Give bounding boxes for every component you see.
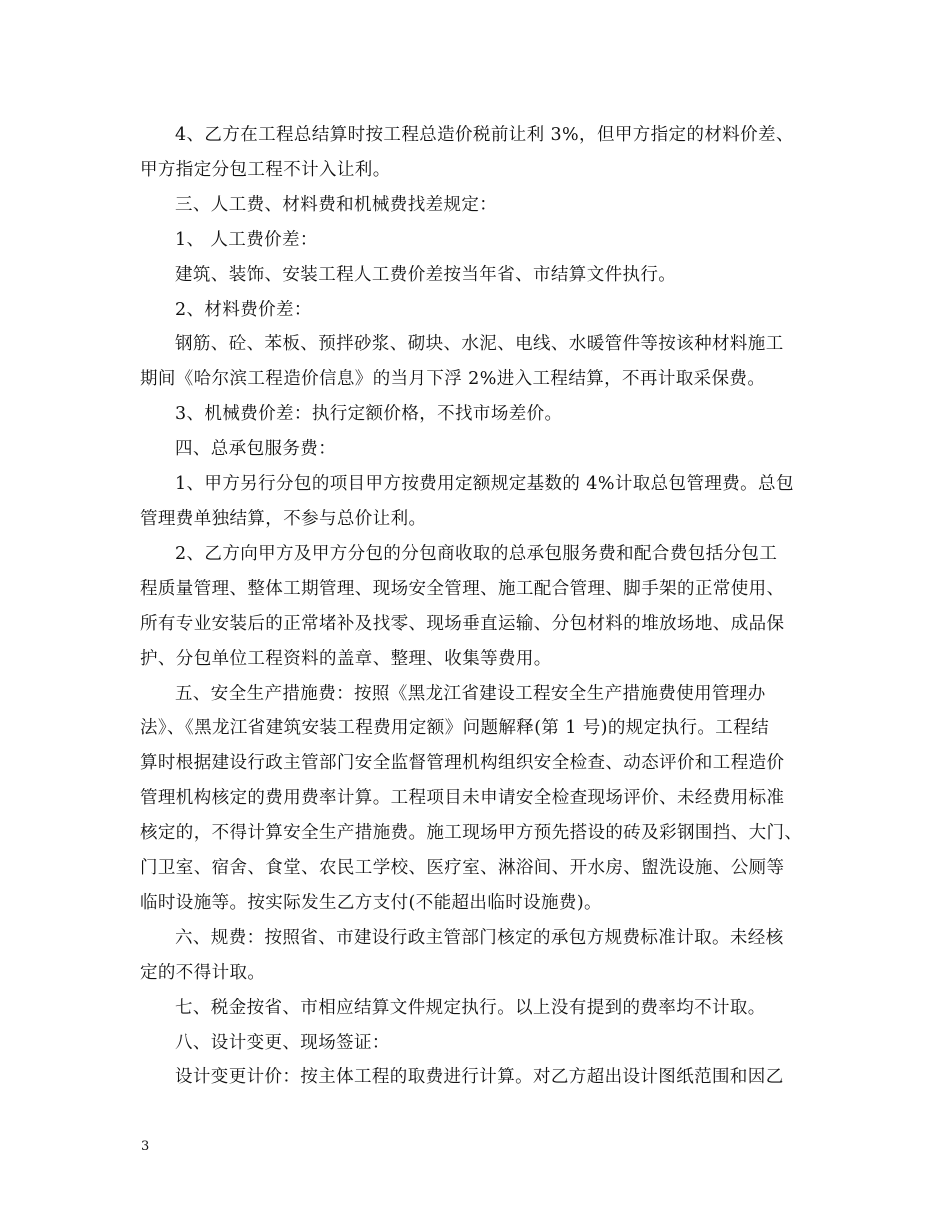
paragraph-line: 设计变更计价：按主体工程的取费进行计算。对乙方超出设计图纸范围和因乙 [175,1067,784,1088]
paragraph-line: 期间《哈尔滨工程造价信息》的当月下浮 2%进入工程结算，不再计取采保费。 [140,369,766,390]
document-body [140,118,816,1095]
paragraph-line: 护、分包单位工程资料的盖章、整理、收集等费用。 [140,648,552,669]
subsection-heading: 1、 人工费价差： [175,229,318,250]
paragraph-line: 六、规费：按照省、市建设行政主管部门核定的承包方规费标准计取。未经核 [175,927,784,948]
paragraph-line: 算时根据建设行政主管部门安全监督管理机构组织安全检查、动态评价和工程造价 [140,753,785,774]
paragraph-line: 七、税金按省、市相应结算文件规定执行。以上没有提到的费率均不计取。 [175,997,766,1018]
paragraph-line: 4、乙方在工程总结算时按工程总造价税前让利 3%，但甲方指定的材料价差、 [175,125,794,145]
paragraph-line: 定的不得计取。 [140,962,266,983]
paragraph-line: 五、安全生产措施费：按照《黑龙江省建设工程安全生产措施费使用管理办 [175,683,766,704]
paragraph-line: 程质量管理、整体工期管理、现场安全管理、施工配合管理、脚手架的正常使用、 [140,578,785,599]
paragraph-line: 1、甲方另行分包的项目甲方按费用定额规定基数的 4%计取总包管理费。总包 [175,474,794,495]
paragraph-line: 管理机构核定的费用费率计算。工程项目未申请安全检查现场评价、未经费用标准 [140,788,785,809]
paragraph-line: 建筑、装饰、安装工程人工费价差按当年省、市结算文件执行。 [175,264,677,285]
page-number: 3 [141,1139,150,1154]
section-heading: 四、总承包服务费： [175,439,337,460]
section-heading: 八、设计变更、现场签证： [175,1032,390,1053]
paragraph-line: 管理费单独结算，不参与总价让利。 [140,508,427,529]
paragraph-line: 3、机械费价差：执行定额价格，不找市场差价。 [175,404,563,425]
paragraph-line: 法》、《黑龙江省建筑安装工程费用定额》问题解释(第 1 号)的规定执行。工程结 [140,718,770,739]
paragraph-line: 门卫室、宿舍、食堂、农民工学校、医疗室、淋浴间、开水房、盥洗设施、公厕等 [140,858,785,879]
section-heading: 三、人工费、材料费和机械费找差规定： [175,194,498,215]
paragraph-line: 临时设施等。按实际发生乙方支付(不能超出临时设施费)。 [140,892,602,913]
paragraph-line: 核定的，不得计算安全生产措施费。施工现场甲方预先搭设的砖及彩钢围挡、大门、 [140,823,803,844]
paragraph-line: 甲方指定分包工程不计入让利。 [140,159,391,180]
paragraph-line: 钢筋、砼、苯板、预拌砂浆、砌块、水泥、电线、水暖管件等按该种材料施工 [175,334,784,355]
paragraph-line: 所有专业安装后的正常堵补及找零、现场垂直运输、分包材料的堆放场地、成品保 [140,613,785,634]
subsection-heading: 2、材料费价差： [175,299,312,320]
paragraph-line: 2、乙方向甲方及甲方分包的分包商收取的总承包服务费和配合费包括分包工 [175,543,778,564]
